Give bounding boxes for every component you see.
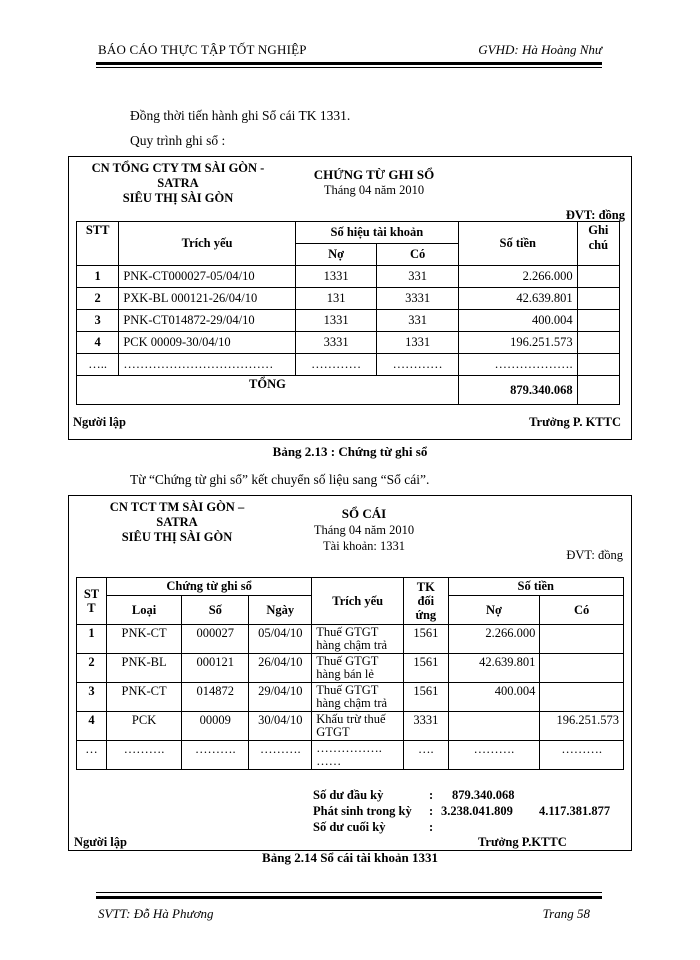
row-amount: ……………….: [458, 354, 577, 376]
row-debit: 131: [295, 288, 377, 310]
ledger-company-line1: CN TCT TM SÀI GÒN –: [109, 500, 245, 514]
row-stt: 1: [77, 266, 119, 288]
row-debit: …………: [295, 354, 377, 376]
ledger-preparer: Người lập: [74, 835, 127, 849]
voucher-table: [76, 221, 620, 405]
row-debit: 400.004: [448, 683, 540, 712]
ledger-col-tk: TK đối ứng: [404, 578, 448, 625]
voucher-col-amount: Số tiền: [458, 222, 577, 266]
opening-colon: :: [429, 788, 434, 802]
row-credit: 3331: [377, 288, 459, 310]
ledger-month: Tháng 04 năm 2010: [313, 523, 415, 537]
row-note: [577, 354, 619, 376]
ledger-caption: Bảng 2.14 Sổ cái tài khoản 1331: [262, 850, 438, 865]
voucher-month: Tháng 04 năm 2010: [323, 183, 425, 197]
row-desc: Khấu trừ thuế GTGT: [312, 712, 404, 741]
ledger-chief: Trưởng P.KTTC: [478, 835, 567, 849]
voucher-company-line2: SATRA: [157, 176, 199, 190]
voucher-title: CHỨNG TỪ GHI SỔ: [313, 167, 435, 182]
row-credit: 331: [377, 310, 459, 332]
row-tk: 1561: [404, 654, 448, 683]
row-desc: ………………………………: [119, 354, 296, 376]
ledger-company-line3: SIÊU THỊ SÀI GÒN: [121, 530, 233, 544]
row-desc: ……………. ……: [312, 741, 404, 770]
row-desc: PNK-CT014872-29/04/10: [119, 310, 296, 332]
row-no: ……….: [182, 741, 249, 770]
table-row: [77, 683, 624, 712]
voucher-col-note: Ghi chú: [577, 222, 619, 266]
row-credit: [540, 625, 624, 654]
ledger-table: [76, 577, 624, 770]
row-desc: PXK-BL 000121-26/04/10: [119, 288, 296, 310]
voucher-col-account: Số hiệu tài khoản: [295, 222, 458, 244]
row-note: [577, 310, 619, 332]
voucher-col-stt: STT: [77, 222, 119, 266]
table-row: [77, 741, 624, 770]
transfer-text: Từ “Chứng từ ghi sổ” kết chuyển số liệu sang “Sổ cái”.: [130, 472, 430, 487]
row-stt: 3: [77, 683, 107, 712]
ledger-col-stt: ST T: [77, 578, 107, 625]
total-note: [577, 376, 619, 405]
total-amount: 879.340.068: [458, 376, 577, 405]
row-credit: 331: [377, 266, 459, 288]
ledger-col-debit: Nợ: [448, 596, 540, 625]
intro-line-2: Quy trình ghi sổ :: [130, 133, 226, 148]
row-amount: 2.266.000: [458, 266, 577, 288]
closing-label: Số dư cuối kỳ: [313, 820, 386, 834]
row-note: [577, 332, 619, 354]
voucher-col-desc: Trích yếu: [119, 222, 296, 266]
row-no: 000027: [182, 625, 249, 654]
table-row: [77, 712, 624, 741]
voucher-chief: Trưởng P. KTTC: [529, 415, 621, 429]
row-type: ……….: [106, 741, 181, 770]
row-date: 05/04/10: [249, 625, 312, 654]
ledger-col-no: Số: [182, 596, 249, 625]
period-credit: 4.117.381.877: [539, 804, 611, 818]
row-tk: 1561: [404, 625, 448, 654]
row-amount: 196.251.573: [458, 332, 577, 354]
row-stt: …..: [77, 354, 119, 376]
page-number: Trang 58: [542, 906, 590, 921]
table-row: [77, 288, 620, 310]
row-credit: 1331: [377, 332, 459, 354]
intro-line-1: Đồng thời tiến hành ghi Sổ cái TK 1331.: [130, 108, 351, 123]
table-row: [77, 266, 620, 288]
row-type: PNK-CT: [106, 683, 181, 712]
voucher-col-credit: Có: [377, 244, 459, 266]
row-credit: [540, 683, 624, 712]
row-date: 30/04/10: [249, 712, 312, 741]
row-stt: 3: [77, 310, 119, 332]
row-stt: 2: [77, 654, 107, 683]
total-label: TỔNG: [77, 376, 459, 405]
advisor-name: GVHD: Hà Hoàng Như: [478, 42, 602, 57]
row-debit: ……….: [448, 741, 540, 770]
ledger-col-voucher: Chứng từ ghi sổ: [106, 578, 311, 596]
header-rule-thin: [96, 67, 602, 68]
ledger-company: [77, 500, 277, 545]
row-date: ……….: [249, 741, 312, 770]
voucher-col-debit: Nợ: [295, 244, 377, 266]
report-title: BÁO CÁO THỰC TẬP TỐT NGHIỆP: [98, 42, 307, 57]
closing-colon: :: [429, 820, 434, 834]
table-row: [77, 310, 620, 332]
voucher-preparer: Người lập: [73, 415, 126, 429]
voucher-company-line3: SIÊU THỊ SÀI GÒN: [122, 191, 234, 205]
row-stt: …: [77, 741, 107, 770]
total-row: [77, 376, 620, 405]
ledger-title: SỔ CÁI: [341, 506, 387, 521]
row-desc: PCK 00009-30/04/10: [119, 332, 296, 354]
row-desc: PNK-CT000027-05/04/10: [119, 266, 296, 288]
row-debit: [448, 712, 540, 741]
row-credit: [540, 654, 624, 683]
row-amount: 400.004: [458, 310, 577, 332]
voucher-unit: ĐVT: đồng: [565, 208, 625, 222]
voucher-company-line1: CN TỔNG CTY TM SÀI GÒN -: [91, 161, 265, 175]
student-name: SVTT: Đỗ Hà Phương: [98, 906, 214, 921]
row-date: 29/04/10: [249, 683, 312, 712]
table-row: [77, 654, 624, 683]
ledger-col-credit: Có: [540, 596, 624, 625]
table-row: [77, 354, 620, 376]
row-date: 26/04/10: [249, 654, 312, 683]
row-note: [577, 288, 619, 310]
period-debit: 3.238.041.809: [441, 804, 513, 818]
period-colon: :: [429, 804, 434, 818]
opening-label: Số dư đầu kỳ: [313, 788, 384, 802]
row-tk: 3331: [404, 712, 448, 741]
row-debit: 42.639.801: [448, 654, 540, 683]
ledger-company-line2: SATRA: [156, 515, 198, 529]
row-desc: Thuế GTGT hàng chậm trả: [312, 625, 404, 654]
row-stt: 4: [77, 712, 107, 741]
ledger-col-type: Loại: [106, 596, 181, 625]
row-debit: 1331: [295, 266, 377, 288]
row-stt: 4: [77, 332, 119, 354]
voucher-company: [73, 161, 283, 206]
voucher-box: [68, 156, 632, 440]
row-tk: ….: [404, 741, 448, 770]
ledger-col-desc: Trích yếu: [312, 578, 404, 625]
row-amount: 42.639.801: [458, 288, 577, 310]
row-no: 014872: [182, 683, 249, 712]
row-note: [577, 266, 619, 288]
footer-rule-thin: [96, 892, 602, 893]
row-no: 000121: [182, 654, 249, 683]
ledger-col-date: Ngày: [249, 596, 312, 625]
row-credit: ……….: [540, 741, 624, 770]
header-rule: [96, 62, 602, 65]
ledger-col-money: Số tiền: [448, 578, 624, 596]
row-type: PCK: [106, 712, 181, 741]
footer-rule: [96, 896, 602, 899]
row-credit: 196.251.573: [540, 712, 624, 741]
ledger-account: Tài khoản: 1331: [323, 539, 405, 553]
opening-value: 879.340.068: [452, 788, 515, 802]
row-debit: 3331: [295, 332, 377, 354]
row-stt: 1: [77, 625, 107, 654]
row-no: 00009: [182, 712, 249, 741]
ledger-box: [68, 495, 632, 851]
row-type: PNK-CT: [106, 625, 181, 654]
row-desc: Thuế GTGT hàng bán lẻ: [312, 654, 404, 683]
row-tk: 1561: [404, 683, 448, 712]
row-credit: …………: [377, 354, 459, 376]
row-stt: 2: [77, 288, 119, 310]
period-label: Phát sinh trong kỳ: [313, 804, 412, 818]
table-row: [77, 332, 620, 354]
row-debit: 2.266.000: [448, 625, 540, 654]
voucher-caption: Bảng 2.13 : Chứng từ ghi sổ: [272, 444, 428, 459]
row-desc: Thuế GTGT hàng chậm trả: [312, 683, 404, 712]
table-row: [77, 625, 624, 654]
row-debit: 1331: [295, 310, 377, 332]
ledger-unit: ĐVT: đồng: [566, 548, 623, 562]
row-type: PNK-BL: [106, 654, 181, 683]
